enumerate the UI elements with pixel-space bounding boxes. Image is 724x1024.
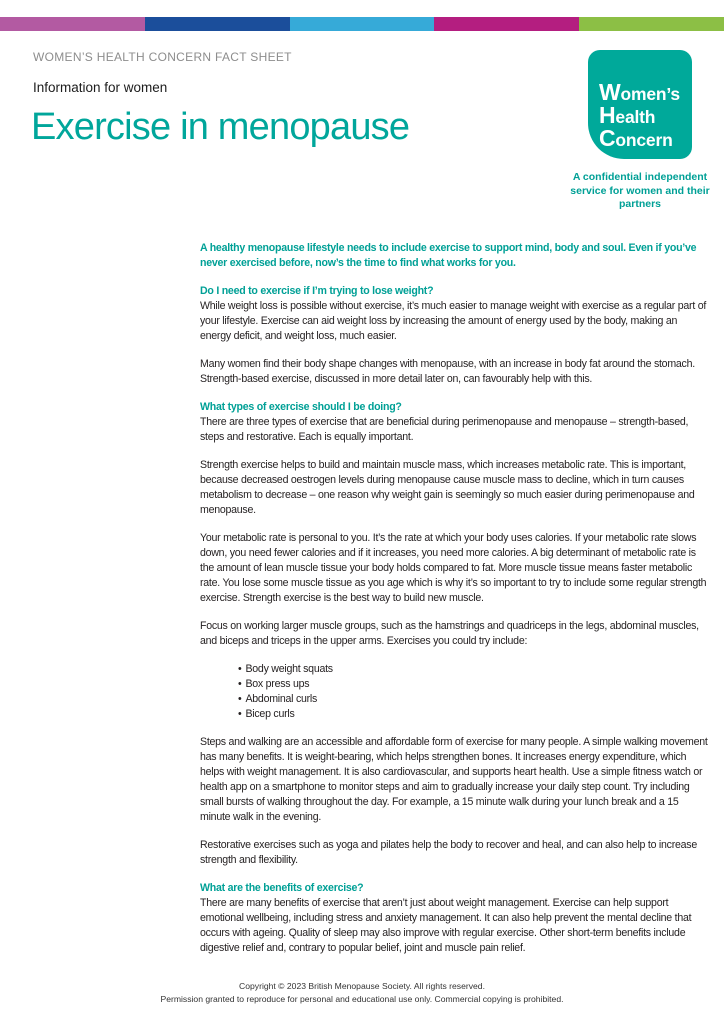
paragraph: Steps and walking are an accessible and affordable form of exercise for many people. A simple walking movement has many benefits. It is weight-bearing, which helps strengthen bones. It increases energy expenditure, which helps with weight management. It is also cardiovascular, and supports heart health. Use a simple fitness watch or health app on a smartphone to monitor steps and aim to gradually increase your daily step count. Try including small bursts of walking throughout the day. For example, a 15 minute walk during your lunch break and a 15 minute walk in the evening. [200, 736, 708, 823]
whc-logo [588, 50, 692, 159]
section-heading: What types of exercise should I be doing? [200, 401, 402, 413]
top-bar-segment [434, 17, 579, 31]
content-column [200, 241, 708, 969]
bullet-icon: • [238, 693, 242, 705]
logo-tagline: A confidential independent service for women and their partners [570, 171, 710, 210]
whc-logo-wordmark [599, 79, 680, 151]
paragraph: Many women find their body shape changes with menopause, with an increase in body fat around the stomach. Strength-based exercise, discussed in more detail later on, can favourably help with this. [200, 358, 695, 385]
bullet-icon: • [238, 708, 242, 720]
top-bar-segment [0, 17, 145, 31]
paragraph: Focus on working larger muscle groups, such as the hamstrings and quadriceps in the legs, abdominal muscles, and biceps and triceps in the upper arms. Exercises you could try include: [200, 620, 699, 647]
bullet-item: • Abdominal curls [238, 693, 318, 705]
paragraph: Your metabolic rate is personal to you. It’s the rate at which your body uses calories. If your metabolic rate slows down, you need fewer calories and if it increases, you need more calories. A big determinant of metabolic rate is the amount of lean muscle tissue your body holds compared to fat. More muscle tissue means faster metabolic rate. You lose some muscle tissue as you age which is why it’s so important to try to include some regular strength exercise. Strength exercise is the best way to build new muscle. [200, 532, 707, 604]
bullet-icon: • [238, 678, 242, 690]
intro-paragraph: A healthy menopause lifestyle needs to include exercise to support mind, body and soul. Even if you’ve never exercised before, now’s the time to find what works for you. [200, 242, 697, 269]
footer [0, 980, 724, 1005]
logo-wordmark-line: Concern [599, 125, 673, 151]
footer-copyright-line: Copyright © 2023 British Menopause Society. All rights reserved. [239, 981, 485, 991]
paragraph: Restorative exercises such as yoga and pilates help the body to recover and heal, and can also help to increase strength and flexibility. [200, 839, 697, 866]
logo-wordmark-line: Women’s [599, 79, 680, 105]
logo-wordmark-line: Health [599, 102, 656, 128]
section-heading: What are the benefits of exercise? [200, 882, 364, 894]
bullet-list [238, 662, 708, 722]
bullet-item: • Box press ups [238, 678, 310, 690]
paragraph: Strength exercise helps to build and maintain muscle mass, which increases metabolic rate. This is important, because decreased oestrogen levels during menopause cause muscle mass to decline, which in turn causes metabolism to decrease – one reason why weight gain is seemingly so much easier during perimenopause and menopause. [200, 459, 695, 516]
bullet-item: • Body weight squats [238, 663, 333, 675]
top-bar-segment [290, 17, 435, 31]
bullet-icon: • [238, 663, 242, 675]
paragraph: There are three types of exercise that are beneficial during perimenopause and menopause – strength-based, steps and restorative. Each is equally important. [200, 416, 689, 443]
page-title: Exercise in menopause [31, 106, 410, 148]
section-heading: Do I need to exercise if I’m trying to lose weight? [200, 285, 434, 297]
paragraph: There are many benefits of exercise that aren’t just about weight management. Exercise can help support emotional wellbeing, including stress and anxiety management. It can also help prevent the mental decline that occurs with ageing. Quality of sleep may also improve with regular exercise. Other short-term benefits include digestive relief and, contrary to popular belief, joint and muscle pain relief. [200, 897, 692, 954]
audience-subtitle: Information for women [33, 80, 168, 95]
paragraph: While weight loss is possible without exercise, it’s much easier to manage weight with exercise as a regular part of your lifestyle. Exercise can aid weight loss by increasing the amount of energy used by the body, making an energy deficit, and weight loss, much easier. [200, 300, 707, 342]
top-color-bar [0, 17, 724, 31]
bullet-item: • Bicep curls [238, 708, 295, 720]
footer-permission-line: Permission granted to reproduce for personal and educational use only. Commercial copying is prohibited. [160, 993, 564, 1004]
eyebrow-title: WOMEN’S HEALTH CONCERN FACT SHEET [33, 50, 292, 64]
top-bar-segment [579, 17, 724, 31]
top-bar-segment [145, 17, 290, 31]
